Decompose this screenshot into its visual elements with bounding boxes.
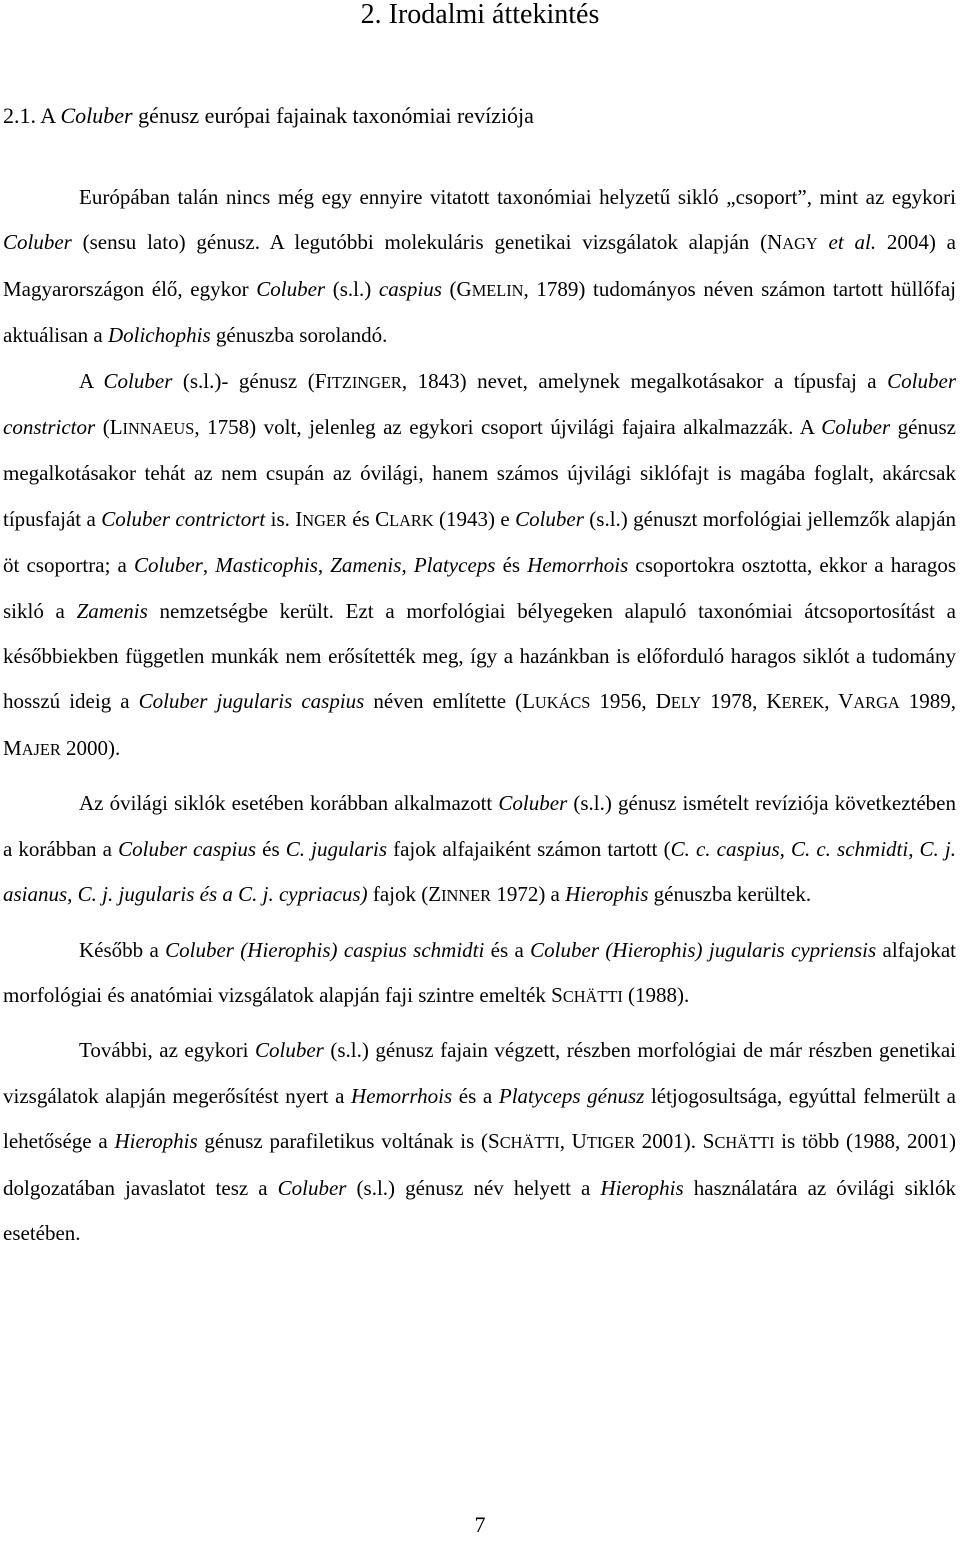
text-run: néven említette (L [364,689,535,714]
smallcaps-run: ELY [670,693,702,713]
text-run: (1943) e [433,506,516,531]
section-title-part: génusz európai fajainak taxonómiai revíziója [132,103,534,128]
text-run: és [495,553,528,578]
text-run: létjogosultsága, egyúttal felmerült a lehetősége a [3,1083,956,1154]
text-run: 1978, K [701,689,782,714]
italic-run: Coluber constrictor [3,368,956,440]
text-run: alfajokat morfológiai és anatómiai vizsgálatok alapján faji szintre emelték S [3,937,956,1007]
text-run: (s.l.)- génusz (F [172,368,327,393]
paragraph-2 [3,359,956,773]
text-run: 1972) a [491,882,566,907]
text-run: 2000). [60,735,121,760]
text-run: használatára az óvilági siklók esetében. [3,1175,956,1245]
italic-run: Coluber [515,506,584,531]
text-run: , 1758) volt, jelenleg az egykori csoport újvilági fajaira alkalmazzák. A [194,415,822,440]
text-run: csoportokra osztotta, ekkor a haragos sikló a [3,553,957,623]
text-run: génuszba sorolandó. [210,323,388,348]
page-number: 7 [474,1512,486,1537]
smallcaps-run: AJER [21,739,61,759]
smallcaps-run: MELIN [471,280,524,300]
text-run: Európában talán nincs még egy ennyire vitatott taxonómiai helyzetű sikló „csoport”, mint az egykori [79,185,956,209]
smallcaps-run: INNAEUS [122,419,195,439]
italic-run: Coluber [133,553,203,578]
text-run: , 1789) tudományos néven számon tartott hüllőfaj aktuálisan a [3,276,957,348]
text-run: , U [559,1129,587,1154]
body-text [3,175,956,1256]
italic-run: et al. [828,230,877,255]
text-run: (1988). [622,982,690,1007]
italic-run: Coluber (Hierophis) jugularis cypriensis [530,937,877,962]
text-run: (s.l.) [325,276,379,301]
italic-run: Platyceps génusz [498,1083,645,1108]
italic-run: Coluber [498,791,568,816]
italic-run: Coluber [256,276,326,301]
text-run: (sensu lato) génusz. A legutóbbi molekuláris genetikai vizsgálatok alapján (N [71,230,783,255]
italic-run: Coluber contrictort [101,506,266,531]
italic-run: Hemorrhois [527,553,629,578]
text-run: és a [452,1083,499,1108]
italic-run: Zamenis [330,553,402,578]
smallcaps-run: LARK [389,510,434,530]
text-run: (L [95,415,123,440]
italic-run: Coluber [3,230,72,255]
text-run: Az óvilági siklók esetében korábban alkalmazott [79,791,499,816]
italic-run: C. jugularis [285,836,387,861]
italic-run: Coluber [103,368,173,393]
italic-run: Hemorrhois [351,1083,453,1108]
italic-run: C. c. caspius, C. c. schmidti, C. j. asianus, C. j. jugularis és a C. j. cypriacus) [3,836,957,907]
chapter-title: 2. Irodalmi áttekintés [360,0,600,30]
italic-run: Zamenis [76,598,148,623]
smallcaps-run: ARGA [853,693,900,713]
text-run: génusz parafiletikus voltának is (S [197,1129,500,1154]
text-run: , V [824,689,854,714]
text-run: 2004) a Magyarországon élő, egykor [3,230,956,301]
text-run: 1989, M [3,689,956,760]
smallcaps-run: TIGER [586,1133,636,1153]
italic-run: Coluber [821,415,891,440]
italic-run: Coluber [277,1175,347,1200]
text-run: nemzetségbe került. Ezt a morfológiai bélyegeken alapuló taxonómiai átcsoportosítást a későbbiekben független munkák nem erősítették meg, így a hazánkban is előforduló haragos siklót a tudomány hosszú ideig a [3,598,956,714]
section-title-part: 2.1. A [3,103,61,128]
italic-run: Dolichophis [107,323,211,348]
text-run: fajok alfajaiként számon tartott ( [387,836,671,861]
text-run: is több (1988, 2001) dolgozatában javaslatot tesz a [3,1129,957,1200]
text-run: A [79,368,104,393]
smallcaps-run: UKÁCS [534,693,591,713]
text-run: és a [484,937,531,962]
smallcaps-run: CHÄTTI [499,1133,560,1153]
text-run: fajok (Z [367,882,442,907]
paragraph-1 [3,175,956,359]
italic-run: Hierophis [600,1175,684,1200]
text-run: , [317,553,331,578]
text-run: , [202,553,216,578]
text-run: Később a [79,937,166,962]
section-title-genus: Coluber [60,103,133,128]
italic-run: Coluber (Hierophis) caspius schmidti [165,937,485,962]
italic-run: Coluber caspius [118,836,257,861]
text-run: , [401,553,414,578]
text-run: 1956, D [590,689,671,714]
smallcaps-run: AGY [782,234,818,254]
italic-run: Coluber jugularis caspius [138,689,365,714]
smallcaps-run: NGER [302,510,347,530]
text-run: és C [346,506,390,531]
paragraph-3 [3,781,956,918]
smallcaps-run: INNER [441,886,492,906]
smallcaps-run: ITZINGER [326,372,402,392]
smallcaps-run: CHÄTTI [714,1133,775,1153]
text-run: További, az egykori [79,1038,256,1063]
smallcaps-run: EREK [781,693,825,713]
text-run: génuszba kerültek. [648,882,812,907]
text-run: (G [441,276,472,301]
text-run: , 1843) nevet, amelynek megalkotásakor a típusfaj a [401,368,888,393]
text-run: és [256,836,286,861]
text-run: 2001). S [635,1129,715,1154]
paragraph-4 [3,928,956,1020]
italic-run: caspius [378,276,442,301]
paragraph-5 [3,1028,956,1256]
text-run: (s.l.) génusz fajain végzett, részben morfológiai de már részben genetikai vizsgálatok alapján megerősítést nyert a [3,1038,957,1108]
italic-run: Platyceps [413,553,496,578]
text-run: (s.l.) génusz ismételt revíziója következtében a korábban a [3,791,956,861]
italic-run: Hierophis [565,882,649,907]
section-title [3,102,534,130]
text-run: is. I [265,506,303,531]
text-run: génusz megalkotásakor tehát az nem csupán az óvilági, hanem számos újvilági siklófajt is magába foglalt, akárcsak típusfaját a [3,415,956,531]
italic-run: Coluber [255,1038,324,1063]
italic-run: Hierophis [114,1129,198,1154]
italic-run: Masticophis [215,553,318,578]
text-run [818,230,829,254]
text-run: (s.l.) génuszt morfológiai jellemzők alapján öt csoportra; a [3,506,957,578]
text-run: (s.l.) génusz név helyett a [346,1175,601,1200]
smallcaps-run: CHÄTTI [562,986,623,1006]
